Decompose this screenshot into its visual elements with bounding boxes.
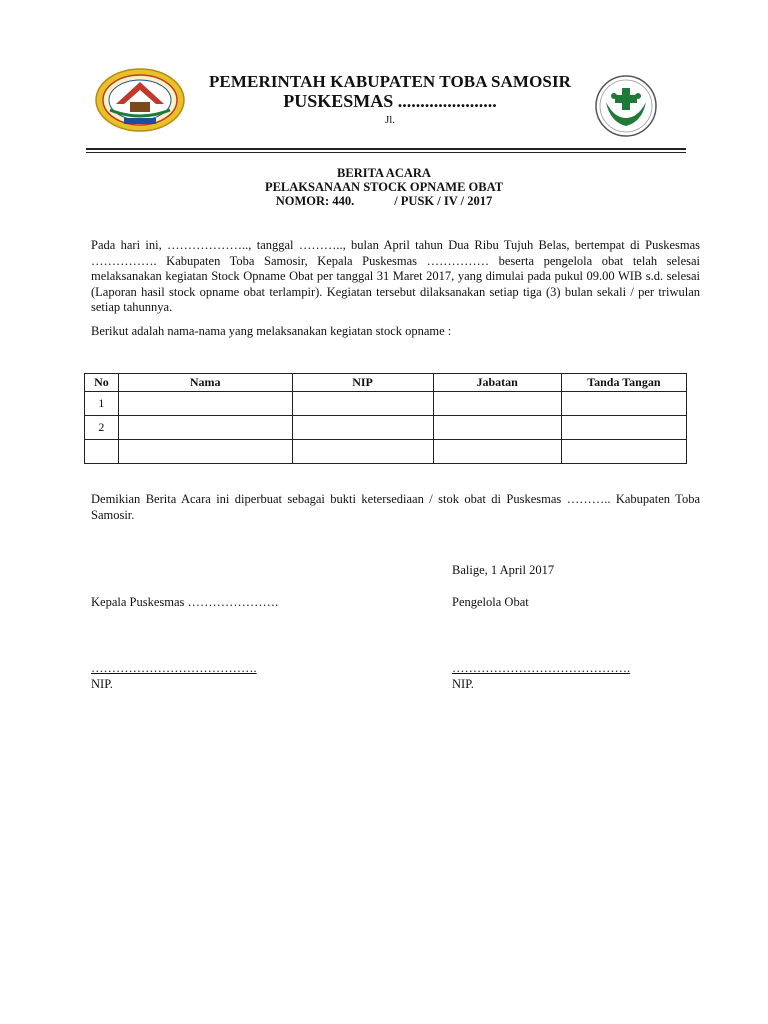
cell-jabatan: [433, 392, 561, 416]
regency-emblem-logo: [94, 66, 186, 136]
title-line-1: BERITA ACARA: [337, 166, 431, 180]
participants-table: [84, 373, 687, 464]
head-signature-line: ………………………………….: [91, 661, 257, 675]
cell-nip: [292, 416, 433, 440]
title-line-2: PELAKSANAAN STOCK OPNAME OBAT: [264, 180, 504, 194]
cell-tanda-tangan: [561, 392, 686, 416]
participants-intro: Berikut adalah nama-nama yang melaksanakan kegiatan stock opname :: [91, 324, 452, 338]
cell-jabatan: [433, 416, 561, 440]
cell-jabatan: [433, 440, 561, 464]
header-nip: NIP: [292, 374, 433, 392]
manager-signature-line: …………………………………….: [452, 661, 631, 675]
cell-nip: [292, 392, 433, 416]
cell-nama: [118, 440, 292, 464]
drug-manager-label: Pengelola Obat: [452, 595, 529, 609]
document-title: [150, 166, 618, 208]
table-row: [85, 440, 687, 464]
cell-nip: [292, 440, 433, 464]
document-number-prefix: NOMOR: 440.: [275, 194, 355, 208]
header-jabatan: Jabatan: [433, 374, 561, 392]
cell-no: 1: [85, 392, 119, 416]
table-row: [85, 416, 687, 440]
header-no: No: [85, 374, 119, 392]
cell-nama: [118, 392, 292, 416]
table-row: [85, 392, 687, 416]
letterhead-divider-thin: [86, 152, 686, 153]
institution-address: Jl.: [384, 114, 396, 126]
opening-paragraph: Pada hari ini, ……………….., tanggal ……….., bulan April tahun Dua Ribu Tujuh Belas, bertempat di Puskesmas ……………. Kabupaten Toba Samosir, Kepala Puskesmas …………… beserta pengelola obat telah selesai melaksanakan kegiatan Stock Opname Obat per tanggal 31 Maret 2017, yang dimulai pada pukul 09.00 WIB s.d. selesai (Laporan hasil stock opname obat terlampir). Kegiatan tersebut dilaksanakan setiap tiga (3) bulan sekali / per triwulan setiap tahunnya.: [91, 238, 700, 314]
letterhead-divider: [86, 148, 686, 150]
letterhead: [190, 72, 590, 127]
cell-no: 2: [85, 416, 119, 440]
cell-tanda-tangan: [561, 416, 686, 440]
manager-nip: NIP.: [452, 677, 474, 691]
document-number: [150, 194, 618, 208]
header-tanda-tangan: Tanda Tangan: [561, 374, 686, 392]
document-number-suffix: / PUSK / IV / 2017: [394, 194, 493, 208]
institution-name: PUSKESMAS ......................: [283, 91, 497, 111]
head-nip: NIP.: [91, 677, 113, 691]
cell-tanda-tangan: [561, 440, 686, 464]
bakti-husada-logo: [594, 74, 658, 138]
closing-paragraph: Demikian Berita Acara ini diperbuat sebagai bukti ketersediaan / stok obat di Puskesmas ……….. Kabupaten Toba Samosir.: [91, 492, 700, 522]
head-of-puskesmas-label: Kepala Puskesmas ………………….: [91, 595, 279, 609]
cell-nama: [118, 416, 292, 440]
place-date: Balige, 1 April 2017: [452, 563, 555, 577]
government-name: PEMERINTAH KABUPATEN TOBA SAMOSIR: [208, 72, 572, 91]
table-header-row: [85, 374, 687, 392]
cell-no: [85, 440, 119, 464]
header-nama: Nama: [118, 374, 292, 392]
